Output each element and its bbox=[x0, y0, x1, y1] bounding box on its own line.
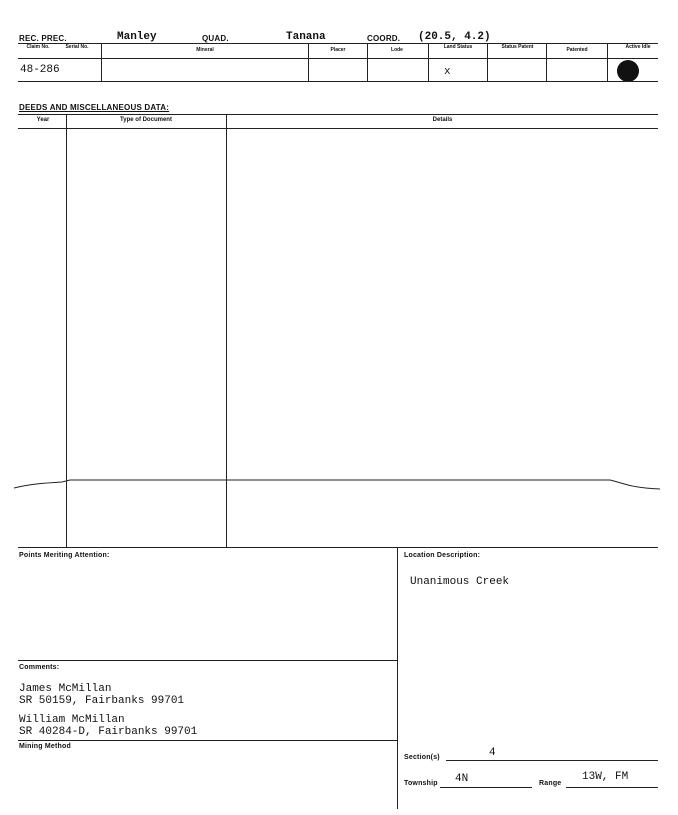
section-value: 4 bbox=[489, 747, 496, 759]
section-underline bbox=[446, 760, 658, 761]
deeds-col-type: Type of Document bbox=[120, 117, 172, 123]
col-active-idle: Active Idle bbox=[625, 44, 651, 50]
township-label: Township bbox=[404, 780, 438, 787]
col-serial-no: Serial No. bbox=[65, 44, 89, 50]
col-claim-no: Claim No. bbox=[26, 44, 50, 50]
columns-rule bbox=[18, 58, 658, 59]
fold-line bbox=[0, 470, 678, 500]
range-value: 13W, FM bbox=[582, 771, 629, 783]
rec-prec-label: REC. PREC. bbox=[19, 34, 67, 43]
section-label: Section(s) bbox=[404, 754, 440, 761]
comments-label: Comments: bbox=[19, 664, 60, 671]
comment-line-2: SR 50159, Fairbanks 99701 bbox=[19, 695, 185, 707]
col-placer: Placer bbox=[330, 47, 346, 53]
mining-method-rule bbox=[18, 740, 398, 741]
quad-label: QUAD. bbox=[202, 34, 229, 43]
range-label: Range bbox=[539, 780, 562, 787]
range-underline bbox=[566, 787, 658, 788]
comment-line-3: William McMillan bbox=[19, 714, 125, 726]
deeds-col-year: Year bbox=[36, 117, 50, 123]
col-patented: Patented bbox=[566, 47, 588, 53]
coord-value: (20.5, 4.2) bbox=[418, 31, 491, 43]
quad-value: Tanana bbox=[286, 31, 326, 43]
comments-rule bbox=[18, 660, 398, 661]
coord-label: COORD. bbox=[367, 34, 401, 43]
township-underline bbox=[440, 787, 532, 788]
rec-prec-value: Manley bbox=[117, 31, 157, 43]
lower-divider bbox=[397, 547, 398, 809]
comment-line-1: James McMillan bbox=[19, 683, 112, 695]
col-mineral: Mineral bbox=[196, 47, 214, 53]
deeds-bottom-rule bbox=[18, 547, 658, 548]
col-status-patent: Status Patent bbox=[501, 44, 534, 50]
row-rule bbox=[18, 81, 658, 82]
location-label: Location Description: bbox=[404, 552, 481, 559]
claim-no-value: 48-286 bbox=[20, 64, 60, 76]
mining-method-label: Mining Method bbox=[19, 743, 71, 750]
township-value: 4N bbox=[455, 773, 469, 785]
active-idle-dot bbox=[617, 60, 639, 82]
comment-line-4: SR 40284-D, Fairbanks 99701 bbox=[19, 726, 198, 738]
header-rule bbox=[18, 43, 658, 44]
deeds-col-details: Details bbox=[432, 117, 453, 123]
deeds-title: DEEDS AND MISCELLANEOUS DATA: bbox=[19, 103, 170, 112]
col-land-status: Land Status bbox=[443, 44, 473, 50]
location-value: Unanimous Creek bbox=[410, 576, 510, 588]
col-lode: Lode bbox=[391, 47, 403, 53]
points-label: Points Meriting Attention: bbox=[19, 552, 110, 559]
land-status-mark: x bbox=[444, 66, 451, 78]
deeds-top-rule bbox=[18, 114, 658, 115]
deeds-header-rule bbox=[18, 128, 658, 129]
